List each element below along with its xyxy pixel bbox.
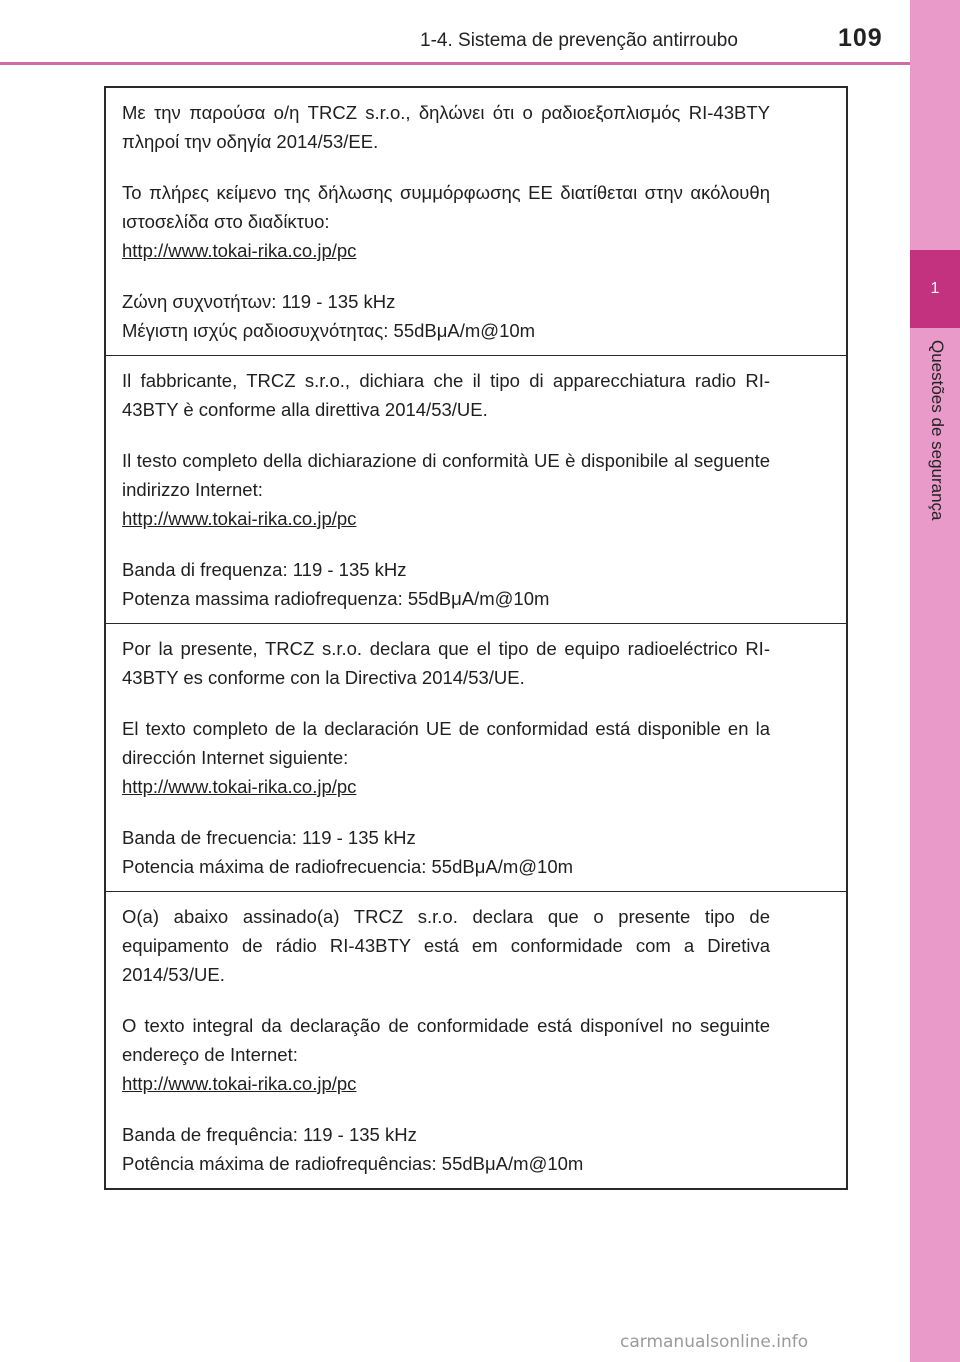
- frequency-band: Banda de frecuencia: 119 - 135 kHz: [122, 827, 416, 848]
- watermark: carmanualsonline.info: [620, 1332, 809, 1352]
- declaration-cell-portuguese: [106, 892, 846, 1188]
- page-header: [0, 0, 910, 64]
- chapter-side-tab: [910, 0, 960, 1362]
- availability-text: Il testo completo della dichiarazione di conformità UE è disponibile al seguente indirizzo Internet:: [122, 450, 770, 500]
- declaration-url-link[interactable]: http://www.tokai-rika.co.jp/pc: [122, 776, 357, 797]
- header-divider: [0, 62, 910, 65]
- frequency-band: Banda de frequência: 119 - 135 kHz: [122, 1124, 417, 1145]
- availability-text: El texto completo de la declaración UE de conformidad está disponible en la dirección Internet siguiente:: [122, 718, 770, 768]
- declaration-text: O(a) abaixo assinado(a) TRCZ s.r.o. declara que o presente tipo de equipamento de rádio RI-43BTY está em conformidade com a Diretiva 2014/53/UE.: [122, 906, 770, 985]
- frequency-band: Banda di frequenza: 119 - 135 kHz: [122, 559, 407, 580]
- chapter-number: 1: [910, 250, 960, 328]
- declaration-url-link[interactable]: http://www.tokai-rika.co.jp/pc: [122, 240, 357, 261]
- max-power: Potenza massima radiofrequenza: 55dBμA/m@10m: [122, 588, 550, 609]
- declaration-url-link[interactable]: http://www.tokai-rika.co.jp/pc: [122, 508, 357, 529]
- declaration-text: Por la presente, TRCZ s.r.o. declara que el tipo de equipo radioeléctrico RI-43BTY es conforme con la Directiva 2014/53/UE.: [122, 638, 770, 688]
- declaration-cell-greek: [106, 88, 846, 356]
- page-number: 109: [838, 24, 883, 52]
- declaration-cell-spanish: [106, 624, 846, 892]
- declaration-url-link[interactable]: http://www.tokai-rika.co.jp/pc: [122, 1073, 357, 1094]
- max-power: Potência máxima de radiofrequências: 55dBμA/m@10m: [122, 1153, 584, 1174]
- declaration-table: [104, 86, 848, 1190]
- max-power: Potencia máxima de radiofrecuencia: 55dBμA/m@10m: [122, 856, 574, 877]
- declaration-text: Il fabbricante, TRCZ s.r.o., dichiara che il tipo di apparecchiatura radio RI-43BTY è conforme alla direttiva 2014/53/UE.: [122, 370, 770, 420]
- frequency-band: Ζώνη συχνοτήτων: 119 - 135 kHz: [122, 291, 396, 312]
- declaration-text: Με την παρούσα ο/η TRCZ s.r.o., δηλώνει ότι ο ραδιοεξοπλισμός RI-43BTY πληροί την οδηγία 2014/53/ΕΕ.: [122, 102, 770, 152]
- availability-text: Το πλήρες κείμενο της δήλωσης συμμόρφωσης ΕΕ διατίθεται στην ακόλουθη ιστοσελίδα στο διαδίκτυο:: [122, 182, 770, 232]
- max-power: Μέγιστη ισχύς ραδιοσυχνότητας: 55dBμA/m@10m: [122, 320, 536, 341]
- declaration-cell-italian: [106, 356, 846, 624]
- section-title: 1-4. Sistema de prevenção antirroubo: [420, 30, 738, 51]
- availability-text: O texto integral da declaração de conformidade está disponível no seguinte endereço de Internet:: [122, 1015, 770, 1065]
- chapter-label: Questões de segurança: [928, 340, 947, 521]
